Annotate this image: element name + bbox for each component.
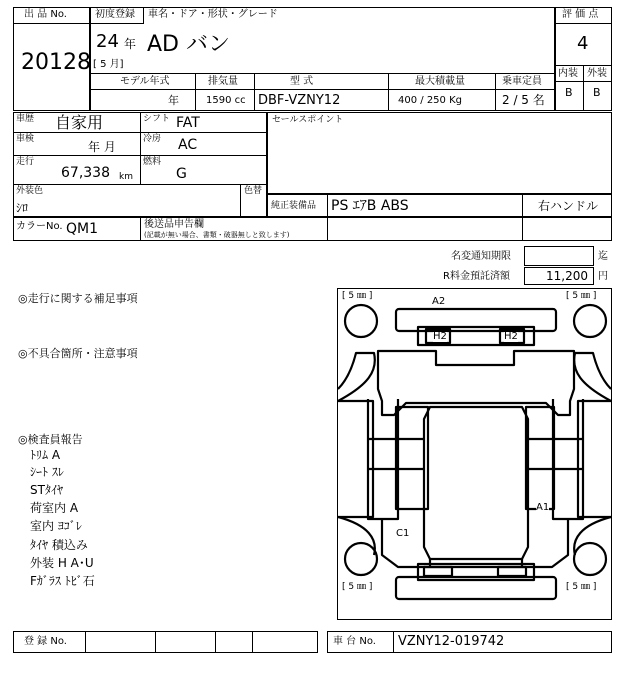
post-report-note: (記載が無い場合、書類・破器無しと致します) (144, 231, 290, 239)
capacity-label: 乗車定員 (502, 76, 542, 87)
lot-label: 出 品 No. (24, 9, 67, 20)
inspector-label: ◎検査員報告 (18, 433, 83, 446)
vehicle-name: AD バン (147, 32, 230, 57)
chassis-label: 車 台 No. (333, 636, 376, 647)
inspection-value: 年 月 (88, 140, 116, 154)
recycle-label: R料金預託済額 (443, 271, 510, 282)
shift-label: シフト (143, 114, 171, 124)
displacement-value: 1590 cc (206, 95, 246, 106)
mileage-label: 走行 (16, 157, 35, 167)
interior-grade: B (565, 86, 573, 99)
exterior-color-label: 外装色 (16, 186, 44, 196)
notice-unit: 迄 (598, 251, 608, 262)
inspector-item-7: 外装 H A･U (30, 556, 94, 570)
inspector-item-6: ﾀｲﾔ 積込み (30, 538, 88, 552)
tire-depth-bottom-right: [ 5 ㎜ ] (566, 582, 597, 592)
ac-label: 冷房 (143, 134, 162, 144)
inspector-item-8: Fｶﾞﾗｽ ﾄﾋﾞ石 (30, 574, 95, 588)
reg-no-label: 登 録 No. (24, 636, 67, 647)
chassis-value: VZNY12-019742 (398, 634, 505, 649)
model-label: 型 式 (290, 76, 314, 87)
first-reg-label: 初度登録 (95, 9, 135, 20)
inspector-item-3: STﾀｲﾔ (30, 483, 63, 497)
notice-label: 名変通知期限 (451, 251, 511, 262)
inspector-item-2: ｼｰﾄ ｽﾚ (30, 465, 64, 479)
ac-value: AC (178, 137, 198, 153)
damage-mark-c1: C1 (396, 528, 410, 539)
recycle-value: 11,200 (546, 269, 588, 283)
score-value: 4 (577, 33, 589, 54)
exterior-label: 外装 (587, 68, 607, 79)
car-diagram-svg (338, 289, 611, 619)
history-value: 自家用 (55, 113, 104, 132)
color-no-value: QM1 (66, 221, 99, 237)
equipment-label: 純正装備品 (271, 201, 317, 211)
damage-mark-h2-left: H2 (433, 331, 447, 342)
notice-value (524, 246, 594, 266)
defects-label: ◎不具合箇所・注意事項 (18, 347, 138, 360)
damage-mark-a2: A2 (432, 296, 446, 307)
first-reg-month: [ 5 月] (93, 59, 124, 70)
tire-depth-top-right: [ 5 ㎜ ] (566, 291, 597, 301)
shift-value: FAT (176, 115, 200, 131)
damage-mark-a1: A1 (536, 502, 550, 513)
driving-remarks-label: ◎走行に関する補足事項 (18, 292, 138, 305)
inspector-item-1: ﾄﾘﾑ A (30, 448, 61, 462)
post-report-label: 後送品申告欄 (144, 219, 204, 230)
history-label: 車歴 (16, 114, 35, 124)
max-load-value: 400 / 250 Kg (398, 95, 462, 106)
color-no-label: カラーNo. (16, 221, 63, 232)
inspector-item-5: 室内 ﾖｺﾞﾚ (30, 519, 82, 533)
max-load-label: 最大積載量 (415, 76, 465, 87)
first-reg-year: 24 (96, 31, 119, 52)
mileage-value: 67,338 (61, 165, 110, 181)
exterior-color-value: ｼﾛ (16, 201, 29, 215)
inspector-item-4: 荷室内 A (30, 501, 79, 515)
model-value: DBF-VZNY12 (258, 93, 341, 108)
vehicle-name-label: 車名・ドア・形状・グレード (148, 9, 278, 20)
tire-depth-bottom-left: [ 5 ㎜ ] (342, 582, 373, 592)
model-year-unit: 年 (168, 94, 179, 107)
car-diagram (337, 288, 612, 620)
year-unit: 年 (124, 37, 137, 51)
fuel-value: G (176, 166, 187, 182)
sales-point-label: セールスポイント (272, 115, 344, 125)
equipment-value: PS ｴｱB ABS (331, 198, 409, 214)
recycle-unit: 円 (598, 271, 608, 282)
fuel-label: 燃料 (143, 157, 162, 167)
interior-label: 内装 (558, 68, 578, 79)
damage-mark-h2-right: H2 (504, 331, 518, 342)
mileage-unit: km (119, 172, 133, 182)
score-label: 評 価 点 (562, 9, 599, 20)
tire-depth-top-left: [ 5 ㎜ ] (342, 291, 373, 301)
capacity-value: 2 / 5 名 (502, 93, 545, 107)
lot-number: 20128 (21, 50, 91, 75)
color-change-label: 色替 (244, 186, 263, 196)
model-year-label: モデル年式 (120, 76, 170, 87)
exterior-grade: B (593, 86, 601, 99)
displacement-label: 排気量 (208, 76, 238, 87)
inspection-label: 車検 (16, 134, 35, 144)
handle-value: 右ハンドル (538, 199, 599, 213)
